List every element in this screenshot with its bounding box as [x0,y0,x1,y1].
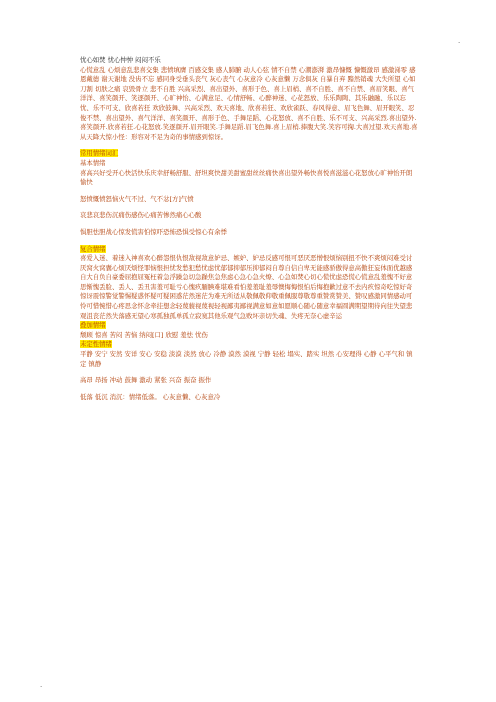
page-corner-mark: · [458,39,461,47]
basic-emotion-joy: 喜高兴好受开心快活快乐庆幸舒畅舒服、舒坦爽快甜美甜蜜甜丝丝痛快喜出望外畅快喜悦喜滋滋心花怒放心旷神怡开朗愉快 [80,168,413,187]
section-heading: 叠加情绪 [80,321,106,330]
idiom-paragraph: 心慌意乱 心烦意乱悲喜交集 悲愤填膺 百感交集 感人肺腑 动人心弦 情不自禁 心潮澎湃 激昂慷慨 慷慨激昂 感激涕零 感恩戴德 谢天谢地 没齿不忘 感同身受垂头丧气 灰心丧气 心灰意冷 心灰意懒 万念俱灰 自暴自弃 黯然销魂 大失所望 心如刀割 切肤之痛 哀毁骨立 悲不自胜 兴高采烈、喜出望外、喜形于色、喜上眉梢、喜不自胜、喜不自禁、喜眉笑眼、喜气洋洋、喜笑颜开、笑逐颜开、心旷神怡、心满意足、心情舒畅、心醉神迷、心花怒放、乐乐陶陶、其乐融融、乐以忘忧、乐不可支、欣喜若狂 欢欣鼓舞、兴高采烈、欢天喜地、欣喜若狂、欢欣雀跃、春风得意、眉飞色舞、眉开眼笑、忍俊不禁、喜出望外、喜气洋洋、喜笑颜开、喜形于色、手舞足蹈、心花怒放、喜不自胜、乐不可支、兴高采烈.喜出望外.喜笑颜开.欣喜若狂.心花怒放.笑逐颜开.眉开眼笑.手舞足蹈.眉飞色舞.喜上眉梢.捧腹大笑.笑容可掬.大喜过望.欢天喜地.喜从天降大惊小怪：形容对不足为奇的事情感到惊讶。 [80,65,418,141]
document-body [80,56,418,402]
page-corner-mark: · [40,683,43,691]
basic-emotion-anger: 怒愤慨愤怒恼火气不过、气不忿[方]气愤 [80,194,194,203]
stacked-emotion-list: 颓顾 惊喜 苦闷 苦恼 纳闷[口] 欣慰 羞怯 忧伤 [80,330,208,339]
basic-emotion-fear: 惧胆怯胆战心惊发慌害怕惊吓恐怖恐惧受惊心有余悸 [80,227,227,236]
section-heading: 复合情绪 [80,244,106,253]
neutral-emotion-list: 平静 安宁 安然 安详 安心 安稳 淡漠 淡然 放心 冷静 漠然 漠视 宁静 轻松 塌实、踏实 坦然 心安理得 心静 心平气和 镇定 镇静 [80,350,413,368]
subsection-heading: 基本情绪 [80,158,106,167]
basic-emotion-sorrow: 哀悲哀悲伤沉痛伤感伤心痛苦惨然痛心心酸 [80,211,202,220]
high-emotion-list: 高昂 昂扬 冲动 鼓舞 激动 紧张 兴奋 振奋 振作 [80,376,212,385]
section-heading: 常用情绪词汇 [80,149,119,158]
section-heading: 未定性情绪 [80,340,112,349]
low-emotion-list: 低落 低沉 消沉：情绪低落。 心灰意懒、心灰意冷 [80,392,221,401]
complex-emotion-paragraph: 喜爱入迷、着迷入神喜欢心醉怨恨仇恨敌视敌意妒忌、嫉妒、妒忌反感可恨可恶厌恶憎恨烦恼别扭不快不爽烦闷难受讨厌窝火窝囊心烦厌烦怪罪恼恨担忧发愁犯愁忧虑忧郁郁抑郁压抑郁闷自尊自信自卑无能感骄傲得意高傲狂妄体面优越感自大自负自豪委屈抱屈冤枉着急浮躁急切急躁焦急焦虑心急心急火燎、心急如焚心切心慌忧虑恐慌心慌意乱羞愧不好意思惭愧丢脸、丢人、丢丑害羞可耻亏心愧疚腼腆难堪难看怕羞羞耻羞辱懊悔悔恨怕后悔抱歉过意不去内疚惊奇吃惊好奇惊讶震惊警觉警惕疑惑怀疑可疑困惑茫然迷茫为难无所适从敬佩敬仰敬重佩服尊敬尊重赞赏赞美、赞叹感激同情感动可怜可惜惋惜心疼思念怀念牵挂想念轻蔑藐视蔑视轻视鄙夷鄙视满意如意如愿顺心随心随意幸福圆满期望期待向往失望悲观沮丧茫然失落感无望心寒孤独孤单孤立寂寞其他乐观气急败坏亲切失魂、失疼无奈心虚辛运 [80,254,413,320]
text-line: 忧心如焚 忧心忡忡 闷闷不乐 [80,56,161,64]
